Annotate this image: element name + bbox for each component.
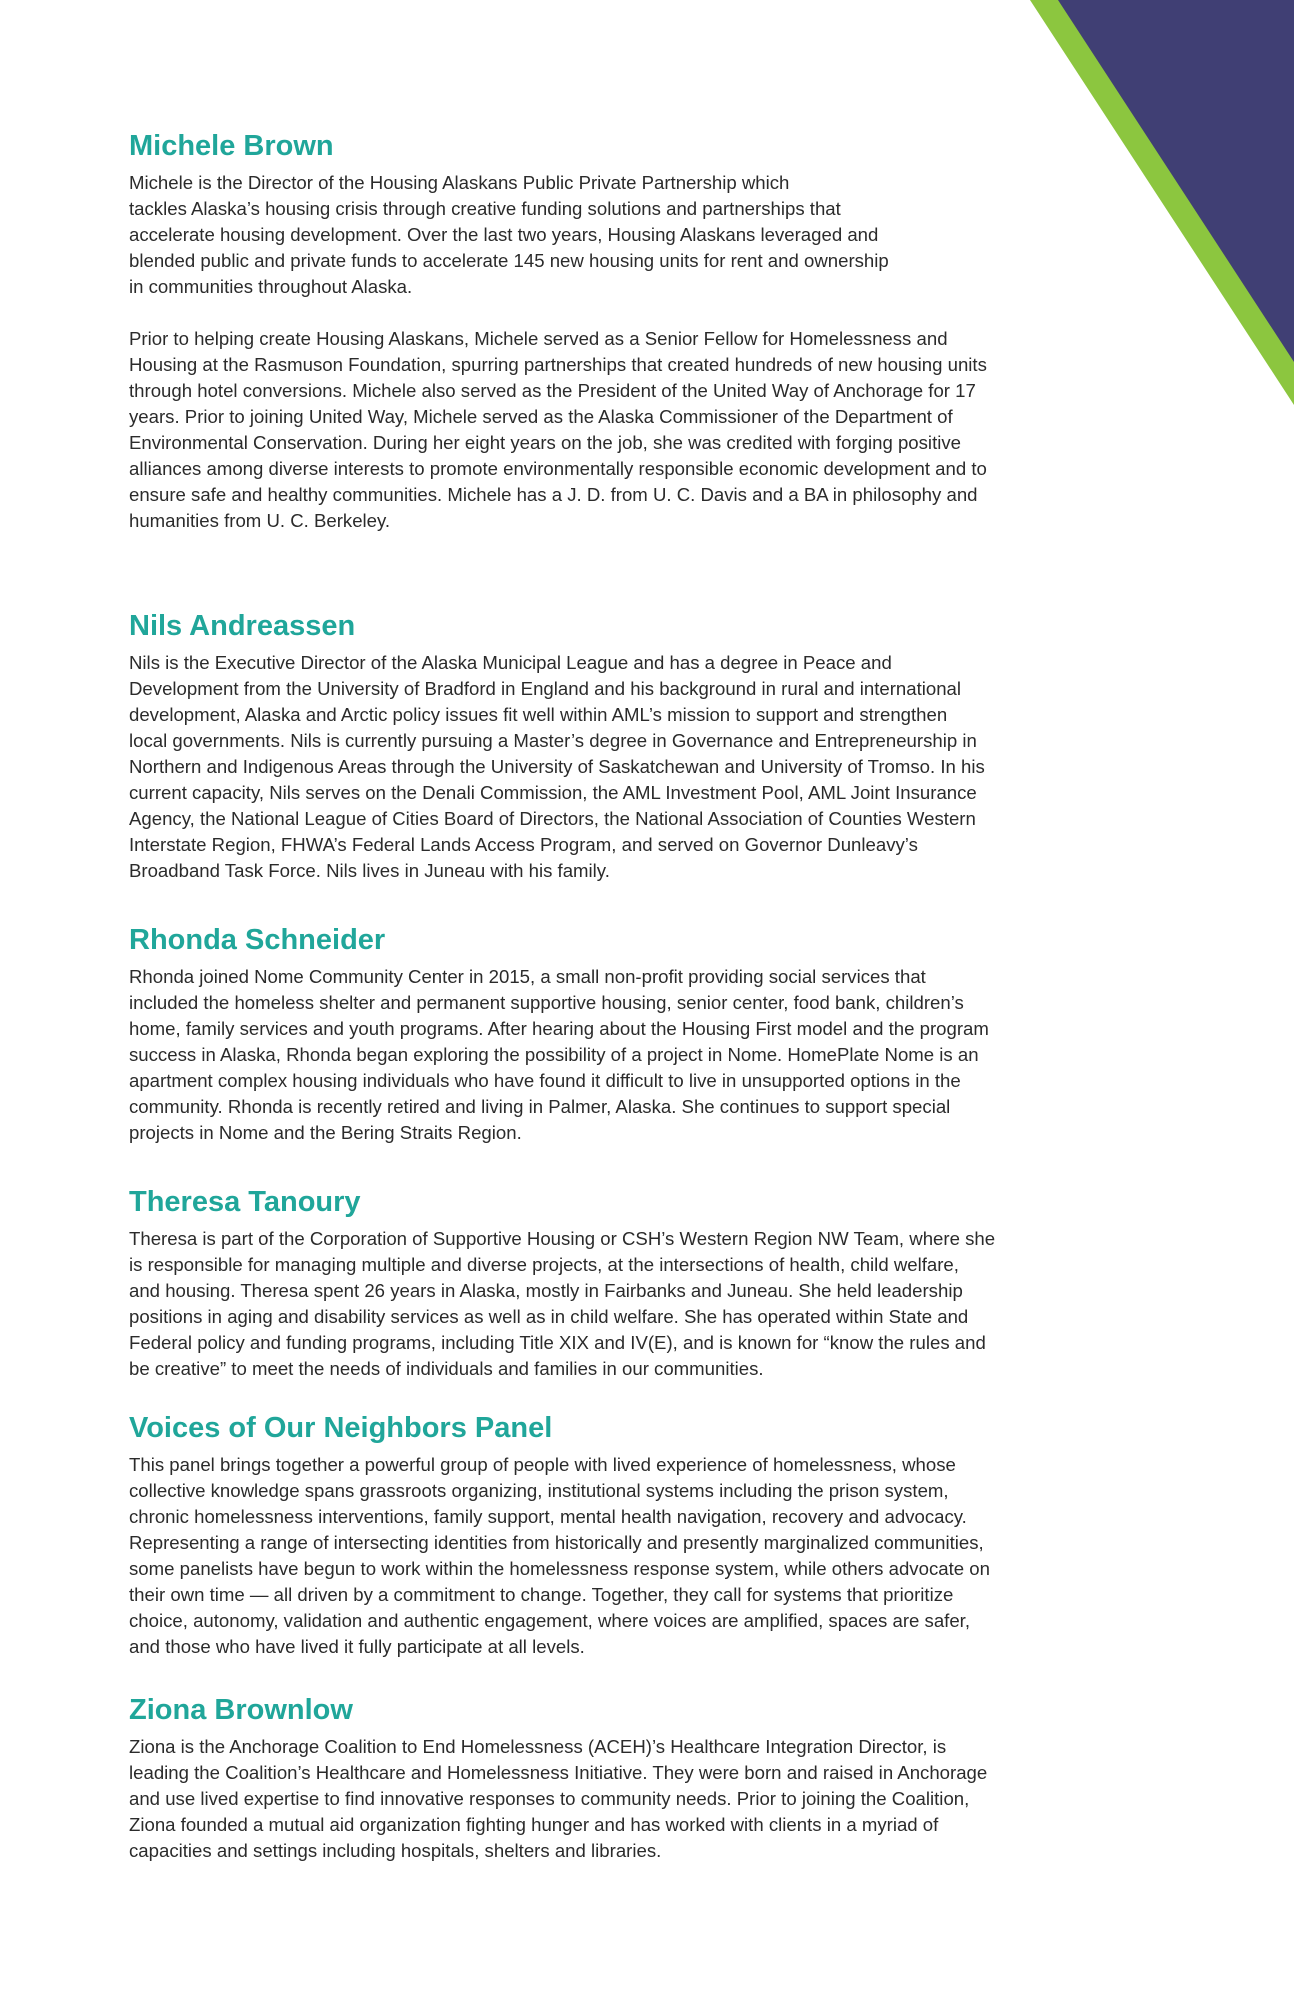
bio-michele-brown [129,128,1159,534]
bio-paragraph: Ziona is the Anchorage Coalition to End Homelessness (ACEH)’s Healthcare Integration Director, is leading the Coalition’s Healthcare and Homelessness Initiative. They were born and raised in Anchorage and use lived expertise to find innovative responses to community needs. Prior to joining the Coalition, Ziona founded a mutual aid organization fighting hunger and has worked with clients in a myriad of capacities and settings including hospitals, shelters and libraries. [129,1736,988,1861]
bio-paragraph: Michele is the Director of the Housing Alaskans Public Private Partnership which tackles Alaska’s housing crisis through creative funding solutions and partnerships that accelerate housing development. Over the last two years, Housing Alaskans leveraged and blended public and private funds to accelerate 145 new housing units for rent and ownership in communities throughout Alaska. [129,172,889,297]
bio-nils-andreassen [129,608,1159,884]
bio-paragraph: Theresa is part of the Corporation of Supportive Housing or CSH’s Western Region NW Team, where she is responsible for managing multiple and diverse projects, at the intersections of health, child welfare, and housing. Theresa spent 26 years in Alaska, mostly in Fairbanks and Juneau. She held leadership positions in aging and disability services as well as in child welfare. She has operated within State and Federal policy and funding programs, including Title XIX and IV(E), and is known for “know the rules and be creative” to meet the needs of individuals and families in our communities. [129,1228,996,1379]
bio-name-rhonda-schneider: Rhonda Schneider [129,924,386,956]
bio-voices-of-our-neighbors-panel [129,1410,1159,1660]
bio-paragraph: This panel brings together a powerful group of people with lived experience of homelessness, whose collective knowledge spans grassroots organizing, institutional systems including the prison system, chronic homelessness interventions, family support, mental health navigation, recovery and advocacy. Representing a range of intersecting identities from historically and presently marginalized communities, some panelists have begun to work within the homelessness response system, while others advocate on their own time — all driven by a commitment to change. Together, they call for systems that prioritize choice, autonomy, validation and authentic engagement, where voices are amplified, spaces are safer, and those who have lived it fully participate at all levels. [129,1454,990,1657]
bio-paragraph: Nils is the Executive Director of the Alaska Municipal League and has a degree in Peace and Development from the University of Bradford in England and his background in rural and international development, Alaska and Arctic policy issues fit well within AML’s mission to support and strengthen local governments. Nils is currently pursuing a Master’s degree in Governance and Entrepreneurship in Northern and Indigenous Areas through the University of Saskatchewan and University of Tromso. In his current capacity, Nils serves on the Denali Commission, the AML Investment Pool, AML Joint Insurance Agency, the National League of Cities Board of Directors, the National Association of Counties Western Interstate Region, FHWA’s Federal Lands Access Program, and served on Governor Dunleavy’s Broadband Task Force. Nils lives in Juneau with his family. [129,652,985,881]
bio-paragraph: Prior to helping create Housing Alaskans, Michele served as a Senior Fellow for Homelessness and Housing at the Rasmuson Foundation, spurring partnerships that created hundreds of new housing units through hotel conversions. Michele also served as the President of the United Way of Anchorage for 17 years. Prior to joining United Way, Michele served as the Alaska Commissioner of the Department of Environmental Conservation. During her eight years on the job, she was credited with forging positive alliances among diverse interests to promote environmentally responsible economic development and to ensure safe and healthy communities. Michele has a J. D. from U. C. Davis and a BA in philosophy and humanities from U. C. Berkeley. [129,328,987,531]
bio-name-nils-andreassen: Nils Andreassen [129,610,356,642]
bio-name-voices-panel: Voices of Our Neighbors Panel [129,1412,553,1444]
bio-name-theresa-tanoury: Theresa Tanoury [129,1186,361,1218]
bio-name-michele-brown: Michele Brown [129,130,334,162]
bio-paragraph: Rhonda joined Nome Community Center in 2015, a small non-profit providing social services that included the homeless shelter and permanent supportive housing, senior center, food bank, children’s home, family services and youth programs. After hearing about the Housing First model and the program success in Alaska, Rhonda began exploring the possibility of a project in Nome. HomePlate Nome is an apartment complex housing individuals who have found it difficult to live in unsupported options in the community. Rhonda is recently retired and living in Palmer, Alaska. She continues to support special projects in Nome and the Bering Straits Region. [129,966,989,1143]
bio-name-ziona-brownlow: Ziona Brownlow [129,1694,353,1726]
bio-ziona-brownlow [129,1692,1159,1864]
bio-rhonda-schneider [129,922,1159,1146]
bio-list [129,128,1159,1864]
bio-theresa-tanoury [129,1184,1159,1382]
